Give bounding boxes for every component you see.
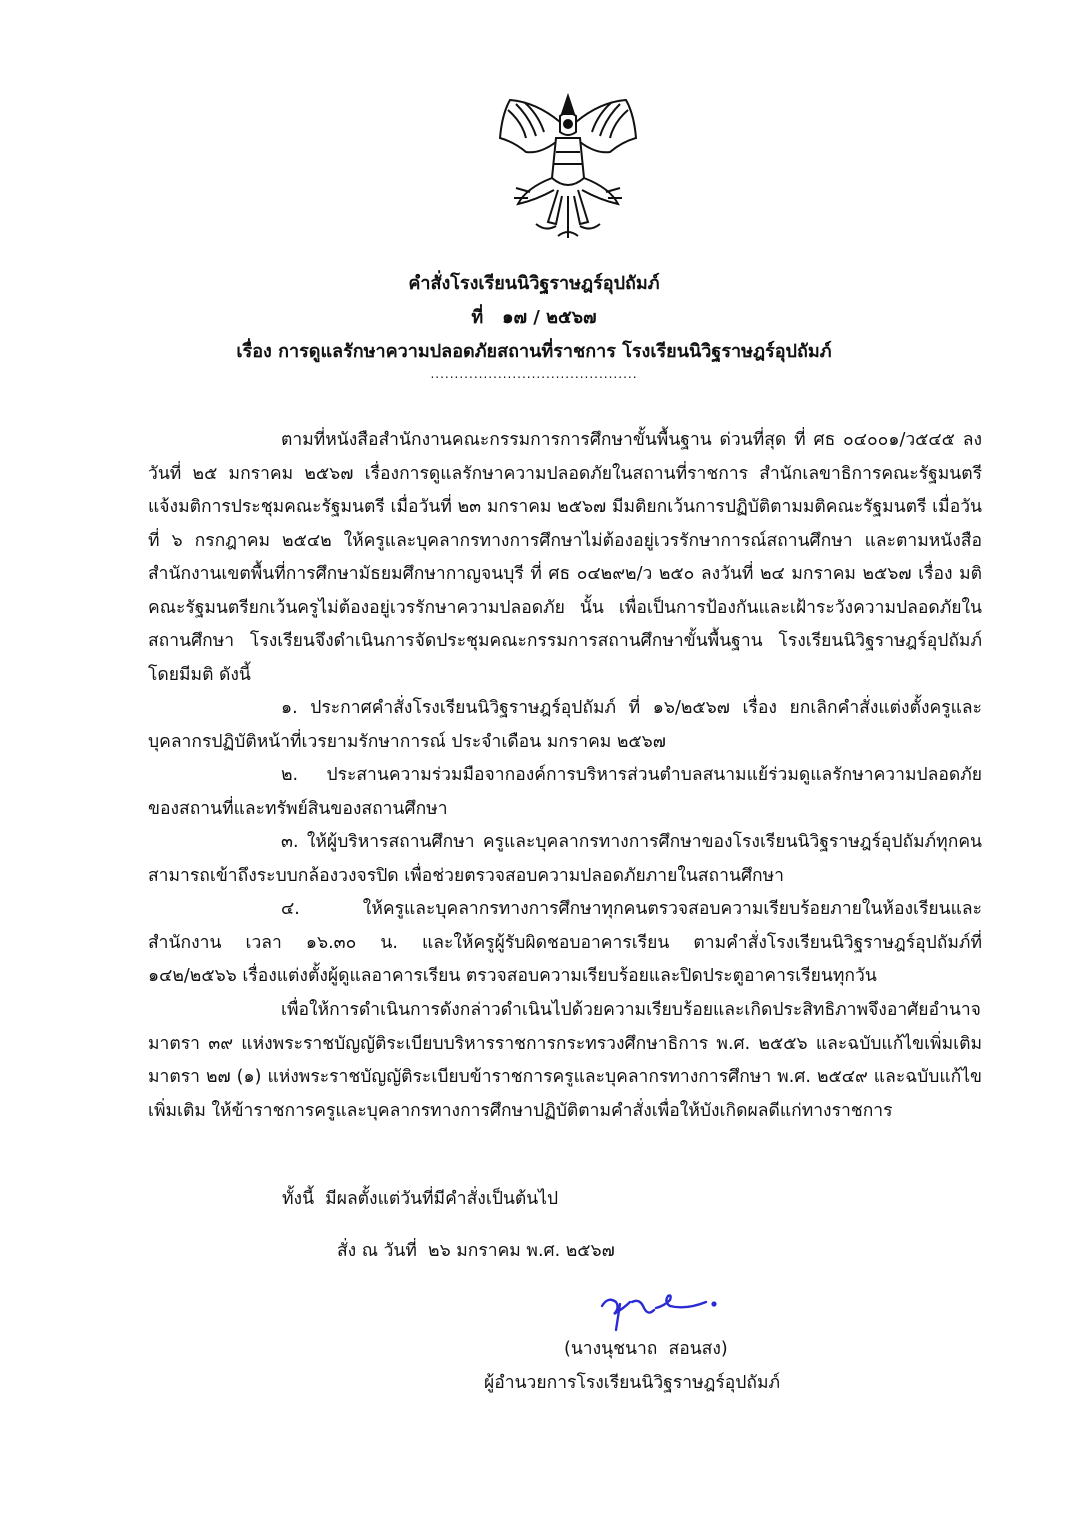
item-3-text: ๓. ให้ผู้บริหารสถานศึกษา ครูและบุคลากรทางการศึกษาของโรงเรียนนิวิฐราษฎร์อุปถัมภ์ทุกคนสามารถเข้าถึงระบบกล้องวงจรปิด เพื่อช่วยตรวจสอบความปลอดภัยภายในสถานศึกษา <box>148 832 982 886</box>
item-2-paragraph <box>148 759 982 826</box>
authority-paragraph <box>148 994 982 1128</box>
item-1-text: ๑. ประกาศคำสั่งโรงเรียนนิวิฐราษฎร์อุปถัมภ์ ที่ ๑๖/๒๕๖๗ เรื่อง ยกเลิกคำสั่งแต่งตั้งครูและบุคลากรปฏิบัติหน้าที่เวรยามรักษาการณ์ ประจำเดือน มกราคม ๒๕๖๗ <box>148 698 982 752</box>
signature-icon <box>594 1288 724 1334</box>
order-date: สั่ง ณ วันที่ ๒๖ มกราคม พ.ศ. ๒๕๖๗ <box>337 1241 615 1261</box>
item-4-text: ๔. ให้ครูและบุคลากรทางการศึกษาทุกคนตรวจสอบความเรียบร้อยภายในห้องเรียนและสำนักงาน เวลา ๑๖.๓๐ น. และให้ครูผู้รับผิดชอบอาคารเรียน ตามคำสั่งโรงเรียนนิวิฐราษฎร์อุปถัมภ์ที่ ๑๔๒/๒๕๖๖ เรื่องแต่งตั้งผู้ดูแลอาคารเรียน ตรวจสอบความเรียบร้อยและปิดประตูอาคารเรียนทุกวัน <box>148 899 982 986</box>
effective-statement: ทั้งนี้ มีผลตั้งแต่วันที่มีคำสั่งเป็นต้นไป <box>282 1189 559 1209</box>
garuda-emblem-icon <box>496 92 640 244</box>
order-subject: เรื่อง การดูแลรักษาความปลอดภัยสถานที่ราชการ โรงเรียนนิวิฐราษฎร์อุปถัมภ์ <box>236 341 832 362</box>
item-1-paragraph <box>148 692 982 759</box>
item-3-paragraph <box>148 826 982 893</box>
header-divider-dots: ........................................... <box>430 367 638 381</box>
item-4-paragraph <box>148 893 982 994</box>
authority-text: เพื่อให้การดำเนินการดังกล่าวดำเนินไปด้วยความเรียบร้อยและเกิดประสิทธิภาพจึงอาศัยอำนาจมาตรา ๓๙ แห่งพระราชบัญญัติระเบียบบริหารราชการกระทรวงศึกษาธิการ พ.ศ. ๒๕๕๖ และฉบับแก้ไขเพิ่มเติม มาตรา ๒๗ (๑) แห่งพระราชบัญญัติระเบียบข้าราชการครูและบุคลากรทางการศึกษา พ.ศ. ๒๕๔๙ และฉบับแก้ไขเพิ่มเติม ให้ข้าราชการครูและบุคลากรทางการศึกษาปฏิบัติตามคำสั่งเพื่อให้บังเกิดผลดีแก่ทางราชการ <box>148 1000 982 1121</box>
signer-name: (นางนุชนาถ สอนสง) <box>564 1339 728 1359</box>
item-2-text: ๒. ประสานความร่วมมือจากองค์การบริหารส่วนตำบลสนามแย้ร่วมดูแลรักษาความปลอดภัยของสถานที่และทรัพย์สินของสถานศึกษา <box>148 765 982 819</box>
order-org-title: คำสั่งโรงเรียนนิวิฐราษฎร์อุปถัมภ์ <box>408 273 660 294</box>
intro-paragraph <box>148 424 982 692</box>
intro-text: ตามที่หนังสือสำนักงานคณะกรรมการการศึกษาขั้นพื้นฐาน ด่วนที่สุด ที่ ศธ ๐๔๐๐๑/ว๕๔๕ ลงวันที่ ๒๕ มกราคม ๒๕๖๗ เรื่องการดูแลรักษาความปลอดภัยในสถานที่ราชการ สำนักเลขาธิการคณะรัฐมนตรี แจ้งมติการประชุมคณะรัฐมนตรี เมื่อวันที่ ๒๓ มกราคม ๒๕๖๗ มีมติยกเว้นการปฏิบัติตามมติคณะรัฐมนตรี เมื่อวันที่ ๖ กรกฎาคม ๒๕๔๒ ให้ครูและบุคลากรทางการศึกษาไม่ต้องอยู่เวรรักษาการณ์สถานศึกษา และตามหนังสือสำนักงานเขตพื้นที่การศึกษามัธยมศึกษากาญจนบุรี ที่ ศธ ๐๔๒๙๒/ว ๒๕๐ ลงวันที่ ๒๔ มกราคม ๒๕๖๗ เรื่อง มติคณะรัฐมนตรียกเว้นครูไม่ต้องอยู่เวรรักษาความปลอดภัย นั้น เพื่อเป็นการป้องกันและเฝ้าระวังความปลอดภัยในสถานศึกษา โรงเรียนจึงดำเนินการจัดประชุมคณะกรรมการสถานศึกษาขั้นพื้นฐาน โรงเรียนนิวิฐราษฎร์อุปถัมภ์ โดยมีมติ ดังนี้ <box>148 430 982 685</box>
signer-title: ผู้อำนวยการโรงเรียนนิวิฐราษฎร์อุปถัมภ์ <box>484 1373 781 1393</box>
order-number: ที่ ๑๗ / ๒๕๖๗ <box>471 307 597 328</box>
